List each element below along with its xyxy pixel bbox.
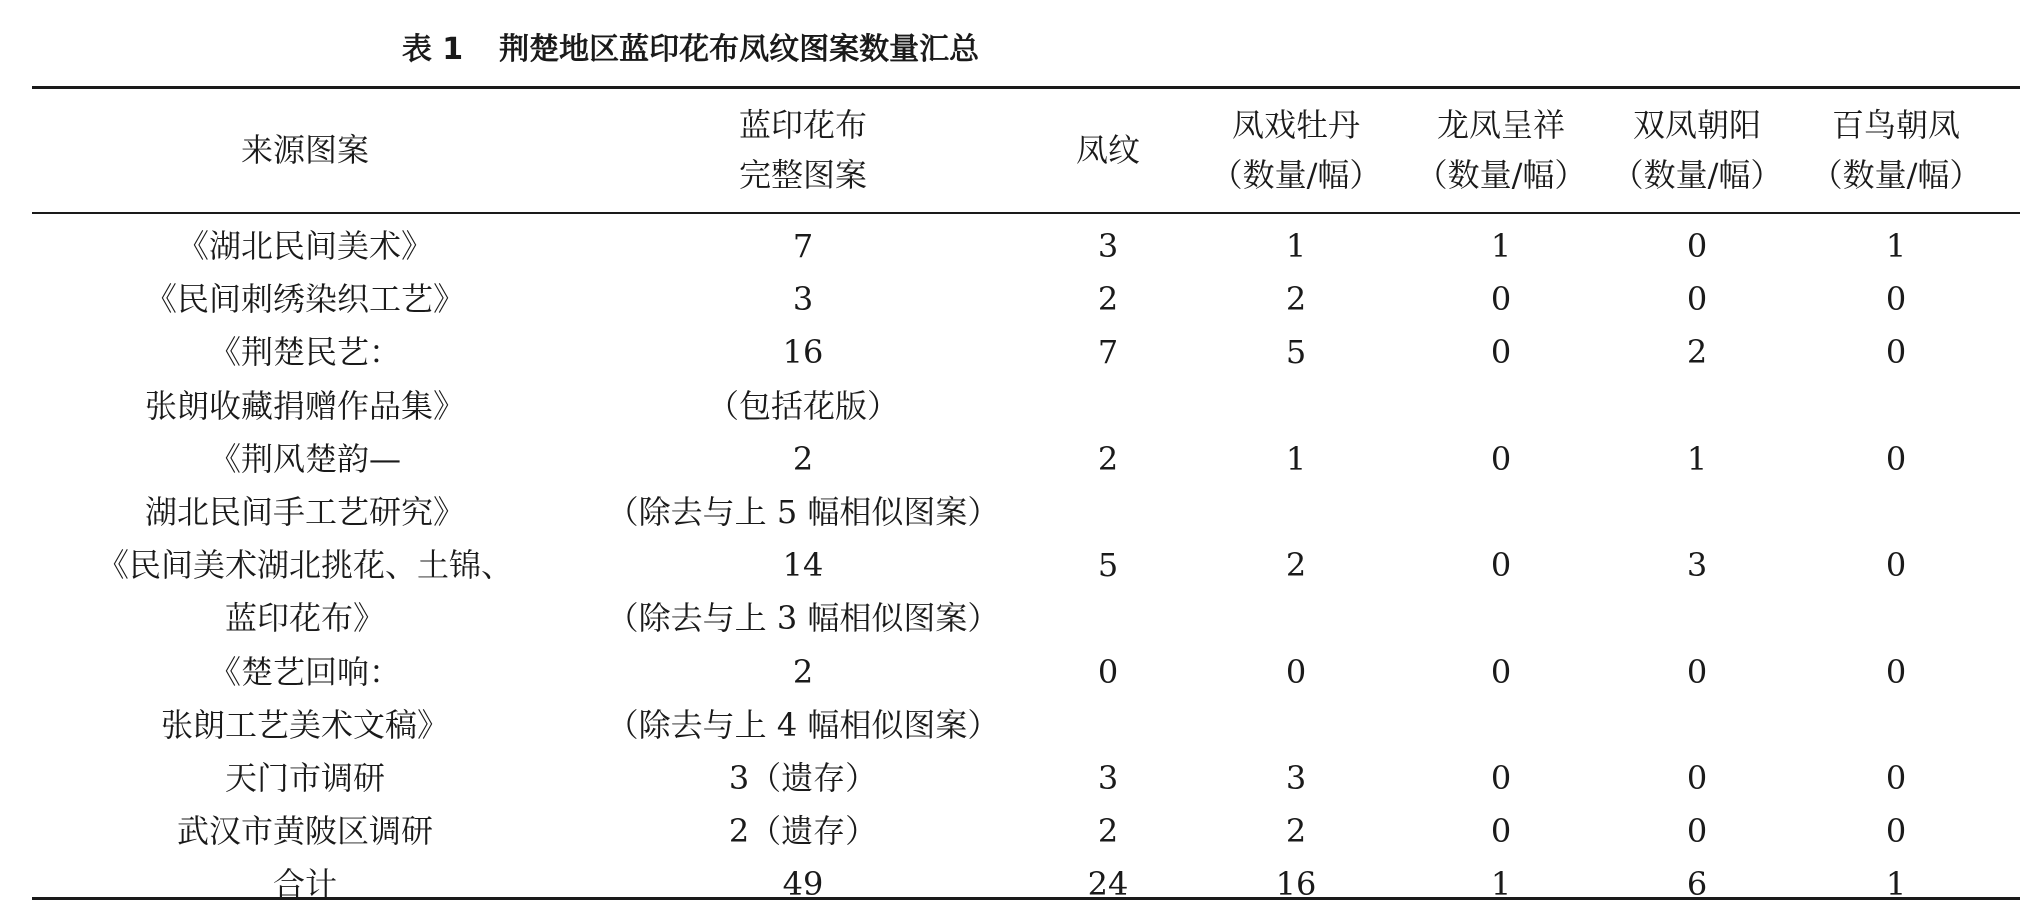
column-header-line: 来源图案 bbox=[240, 131, 369, 169]
table-cell: 2 bbox=[1097, 280, 1119, 319]
table-cell: 0 bbox=[1490, 546, 1512, 585]
column-header-line: 凤纹 bbox=[1075, 131, 1140, 169]
table-cell: 《民间刺绣染织工艺》 bbox=[144, 280, 465, 319]
column-header-5 bbox=[1401, 100, 1601, 200]
table-cell: 0 bbox=[1285, 652, 1307, 691]
table-cell: 5 bbox=[1285, 333, 1307, 372]
table-cell: 0 bbox=[1490, 280, 1512, 319]
table-row bbox=[0, 858, 2041, 910]
column-header-7 bbox=[1796, 100, 1996, 200]
table-cell: 蓝印花布》 bbox=[224, 599, 385, 638]
table-cell: 16 bbox=[1275, 865, 1317, 904]
column-header-1 bbox=[25, 100, 585, 200]
table-cell: 1 bbox=[1490, 227, 1512, 265]
table-cell: 0 bbox=[1490, 333, 1512, 372]
column-header-line: 龙凤呈祥 bbox=[1436, 106, 1565, 144]
header-rule bbox=[32, 212, 2020, 214]
table-cell: 0 bbox=[1490, 652, 1512, 691]
column-header-line: 百鸟朝凤 bbox=[1831, 106, 1960, 144]
table-title: 荆楚地区蓝印花布凤纹图案数量汇总 bbox=[499, 32, 980, 67]
table-row bbox=[0, 805, 2041, 857]
column-header-3 bbox=[1033, 100, 1183, 200]
table-row bbox=[0, 539, 2041, 591]
table-cell: 0 bbox=[1686, 652, 1708, 691]
table-cell: 合计 bbox=[272, 865, 337, 904]
table-cell: 1 bbox=[1885, 227, 1907, 265]
table-cell: 张朗工艺美术文稿》 bbox=[160, 705, 449, 744]
table-cell: 0 bbox=[1490, 812, 1512, 851]
table-cell: 0 bbox=[1885, 759, 1907, 797]
table-cell: 2 bbox=[1686, 333, 1708, 372]
table-row bbox=[0, 220, 2041, 272]
column-header-line: （数量/幅） bbox=[1415, 156, 1587, 194]
table-cell: 2 bbox=[1285, 280, 1307, 319]
column-header-4 bbox=[1186, 100, 1406, 200]
table-cell: 49 bbox=[782, 865, 824, 904]
table-row bbox=[0, 273, 2041, 325]
column-header-line: 蓝印花布 bbox=[738, 106, 867, 144]
table-row bbox=[0, 433, 2041, 485]
table-cell: 2 bbox=[792, 652, 814, 691]
table-cell: （除去与上 5 幅相似图案） bbox=[606, 493, 1000, 531]
table-cell: 7 bbox=[1097, 333, 1119, 372]
column-header-line: （数量/幅） bbox=[1210, 156, 1382, 194]
table-cell: 0 bbox=[1686, 280, 1708, 319]
table-cell: 武汉市黄陂区调研 bbox=[176, 812, 433, 851]
table-row bbox=[0, 486, 2041, 538]
table-row bbox=[0, 752, 2041, 804]
table-cell: 0 bbox=[1885, 546, 1907, 585]
table-cell: 1 bbox=[1285, 227, 1307, 265]
column-header-line: 完整图案 bbox=[738, 156, 867, 194]
table-row bbox=[0, 380, 2041, 432]
table-cell: 2 bbox=[1097, 812, 1119, 851]
table-cell: 3 bbox=[792, 280, 814, 319]
table-row bbox=[0, 699, 2041, 751]
table-number: 表 1 bbox=[401, 32, 464, 67]
table-cell: 6 bbox=[1686, 865, 1708, 904]
table-caption bbox=[0, 24, 1381, 68]
table-cell: 2 bbox=[1285, 546, 1307, 585]
table-row bbox=[0, 646, 2041, 698]
table-cell: 3 bbox=[1285, 759, 1307, 797]
table-cell: 1 bbox=[1686, 439, 1708, 478]
table-cell: 14 bbox=[782, 546, 824, 585]
table-cell: 3 bbox=[1097, 227, 1119, 265]
table-cell: 0 bbox=[1490, 439, 1512, 478]
table-cell: 0 bbox=[1686, 812, 1708, 851]
table-cell: 《楚艺回响： bbox=[208, 652, 401, 691]
table-cell: 0 bbox=[1686, 759, 1708, 797]
table-cell: 1 bbox=[1885, 865, 1907, 904]
column-header-line: 双凤朝阳 bbox=[1632, 106, 1761, 144]
table-cell: 3（遗存） bbox=[728, 759, 878, 797]
table-cell: 2 bbox=[1285, 812, 1307, 851]
table-cell: 2 bbox=[792, 439, 814, 478]
table-cell: 2 bbox=[1097, 439, 1119, 478]
table-row bbox=[0, 592, 2041, 644]
column-header-line: 凤戏牡丹 bbox=[1231, 106, 1360, 144]
column-header-line: （数量/幅） bbox=[1611, 156, 1783, 194]
table-cell: 16 bbox=[782, 333, 824, 372]
table-cell: 24 bbox=[1087, 865, 1129, 904]
table-cell: 《民间美术湖北挑花、土锦、 bbox=[96, 546, 513, 585]
table-cell: （包括花版） bbox=[706, 386, 899, 425]
table-cell: 7 bbox=[792, 227, 814, 265]
table-cell: 湖北民间手工艺研究》 bbox=[144, 493, 465, 531]
column-header-2 bbox=[573, 100, 1033, 200]
table-cell: （除去与上 4 幅相似图案） bbox=[606, 705, 1000, 744]
table-cell: 3 bbox=[1097, 759, 1119, 797]
top-rule bbox=[32, 86, 2020, 89]
column-header-line: （数量/幅） bbox=[1810, 156, 1982, 194]
table-cell: 天门市调研 bbox=[224, 759, 385, 797]
table-cell: 0 bbox=[1885, 652, 1907, 691]
table-cell: 5 bbox=[1097, 546, 1119, 585]
table-cell: 3 bbox=[1686, 546, 1708, 585]
table-row bbox=[0, 326, 2041, 378]
table-cell: （除去与上 3 幅相似图案） bbox=[606, 599, 1000, 638]
table-cell: 1 bbox=[1490, 865, 1512, 904]
table-cell: 1 bbox=[1285, 439, 1307, 478]
table-cell: 0 bbox=[1885, 812, 1907, 851]
table-cell: 《湖北民间美术》 bbox=[176, 227, 433, 265]
table-cell: 0 bbox=[1686, 227, 1708, 265]
table-cell: 0 bbox=[1097, 652, 1119, 691]
column-header-6 bbox=[1597, 100, 1797, 200]
table-cell: 0 bbox=[1885, 280, 1907, 319]
table-cell: 0 bbox=[1885, 333, 1907, 372]
table-cell: 张朗收藏捐赠作品集》 bbox=[144, 386, 465, 425]
table-cell: 0 bbox=[1490, 759, 1512, 797]
table-cell: 0 bbox=[1885, 439, 1907, 478]
table-cell: 《荆楚民艺： bbox=[208, 333, 401, 372]
table-cell: 2（遗存） bbox=[728, 812, 878, 851]
table-cell: 《荆风楚韵— bbox=[208, 439, 401, 478]
